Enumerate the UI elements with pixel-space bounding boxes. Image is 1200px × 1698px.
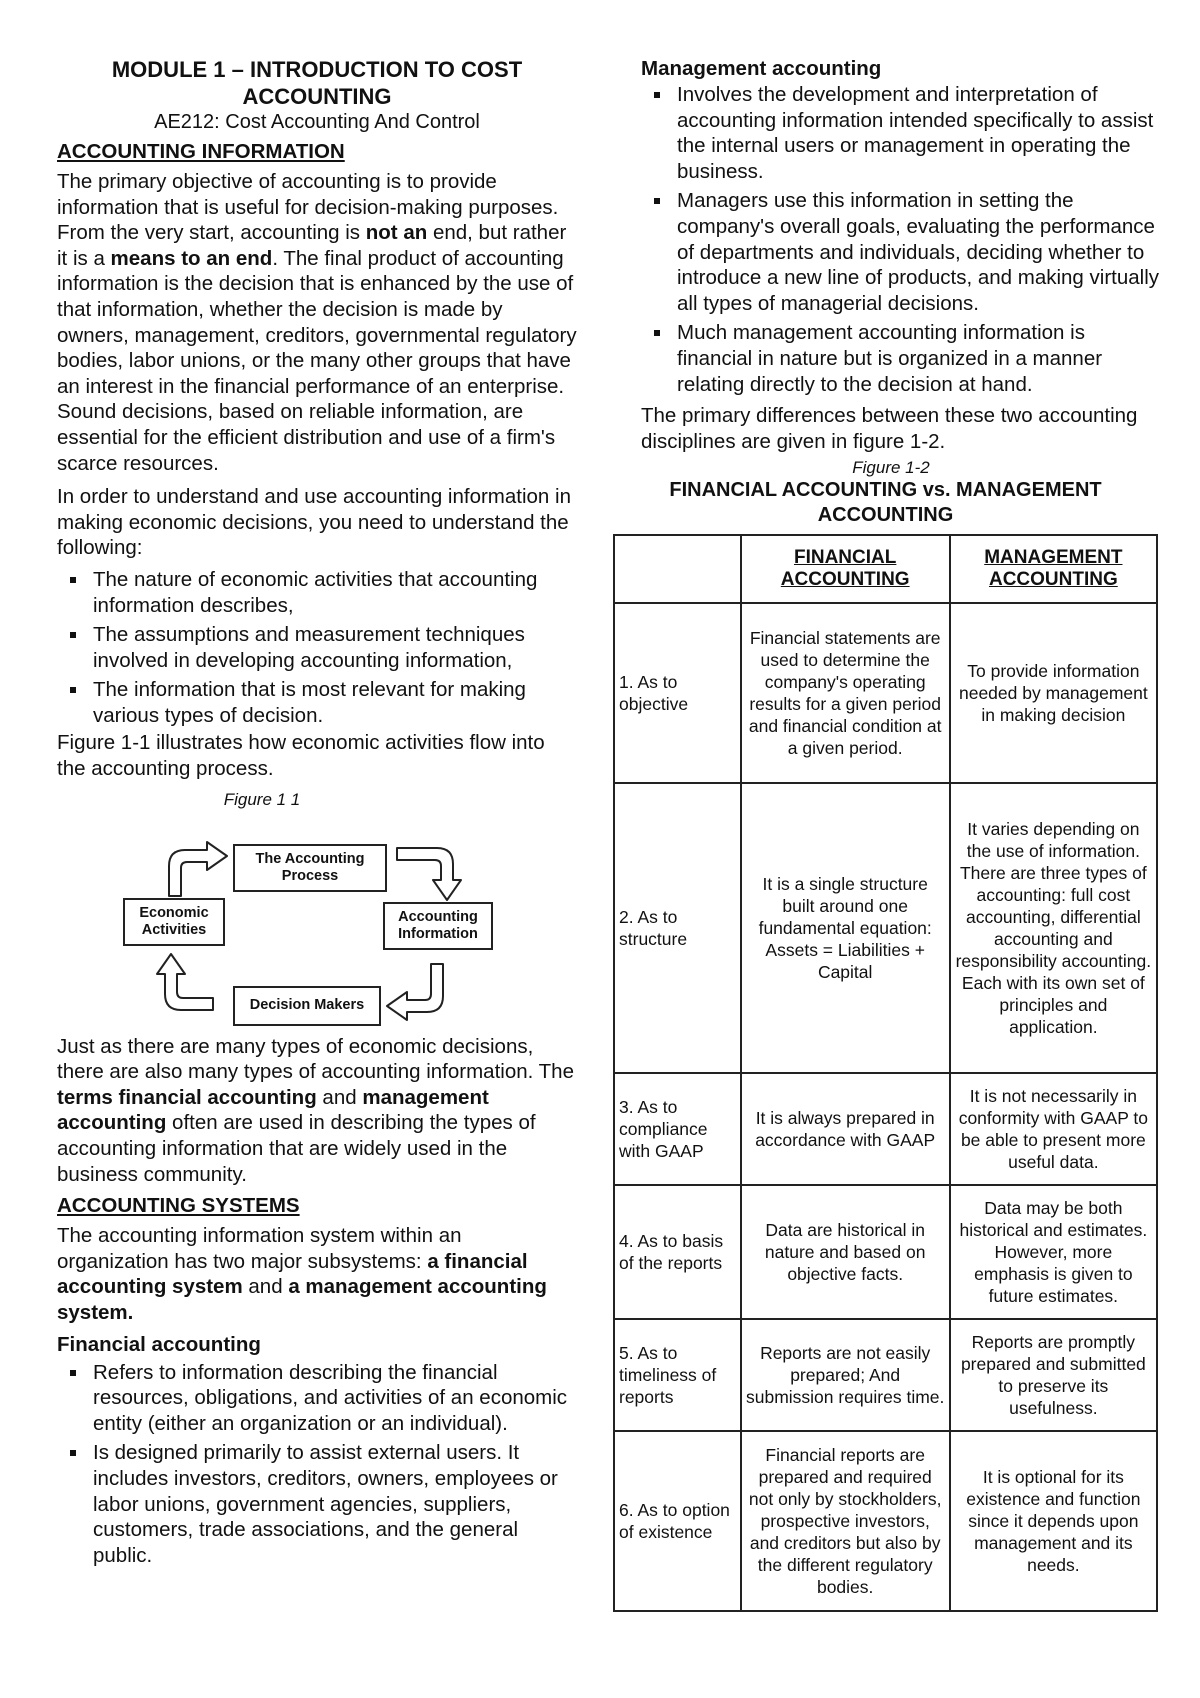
table-cell: 6. As to option of existence (614, 1431, 741, 1611)
list-item: Involves the development and interpretation of accounting information intended specifically to assist the internal users or management in operating the business. (641, 82, 1161, 184)
table-row (614, 1185, 1157, 1319)
comparison-table (613, 534, 1158, 1612)
list-item: Managers use this information in setting the company's overall goals, evaluating the performance of departments and individuals, deciding whether to introduce a new line of products, and making virtually all types of managerial decisions. (641, 188, 1161, 316)
decision-makers-box: Decision Makers (233, 986, 381, 1026)
table-cell: It is optional for its existence and function since it depends upon management and its needs. (950, 1431, 1157, 1611)
figure-2-caption: Figure 1-2 (852, 458, 930, 478)
accounting-information-box: Accounting Information (383, 902, 493, 950)
accounting-process-diagram (57, 814, 577, 1022)
table-cell: Financial statements are used to determine the company's operating results for a given period and financial condition at a given period. (741, 603, 950, 783)
paragraph-figure-intro: Figure 1-1 illustrates how economic activities flow into the accounting process. (57, 731, 545, 781)
financial-accounting-list (57, 1360, 577, 1569)
section-heading-accounting-information: ACCOUNTING INFORMATION (57, 140, 345, 163)
list-item: Is designed primarily to assist external users. It includes investors, creditors, owners, employees or labor unions, government agencies, suppliers, customers, trade associations, and the general public. (57, 1440, 577, 1568)
paragraph-differences: The primary differences between these two accounting disciplines are given in figure 1-2. (641, 404, 1138, 453)
right-column (619, 56, 1161, 1612)
figure-1-caption: Figure 1 1 (223, 789, 301, 809)
table-header-cell (614, 535, 741, 603)
table-header-cell: FINANCIAL ACCOUNTING (741, 535, 950, 603)
table-cell: Data may be both historical and estimates. However, more emphasis is given to future estimates. (950, 1185, 1157, 1319)
list-item: The assumptions and measurement techniques involved in developing accounting information, (57, 622, 577, 673)
paragraph-primary-objective: The primary objective of accounting is to provide information that is useful for decision-making purposes. From the very start, accounting is not an end, but rather it is a means to an end. The final product of accounting information is the decision that is enhanced by the use of that information, whether the decision is made by owners, management, creditors, governmental regulatory bodies, labor unions, or the many other groups that have an interest in the financial performance of an enterprise. Sound decisions, based on reliable information, are essential for the efficient distribution and use of a firm's scarce resources. (57, 170, 577, 475)
list-item: The nature of economic activities that accounting information describes, (57, 567, 577, 618)
subheading-management-accounting: Management accounting (641, 57, 882, 80)
table-row (614, 1431, 1157, 1611)
table-cell: It varies depending on the use of information. There are three types of accounting: full cost accounting, differential accounting and responsibility accounting. Each with its own set of principles and application. (950, 783, 1157, 1073)
table-cell: Reports are promptly prepared and submitted to preserve its usefulness. (950, 1319, 1157, 1431)
list-item: Refers to information describing the financial resources, obligations, and activities of an economic entity (either an organization or an individual). (57, 1360, 577, 1437)
figure-2-title: FINANCIAL ACCOUNTING vs. MANAGEMENT ACCOUNTING (669, 479, 1102, 527)
economic-activities-box: Economic Activities (123, 898, 225, 946)
table-row (614, 783, 1157, 1073)
management-accounting-list (641, 82, 1161, 397)
table-cell: It is a single structure built around one fundamental equation: Assets = Liabilities + Capital (741, 783, 950, 1073)
table-row (614, 1319, 1157, 1431)
table-cell: Reports are not easily prepared; And submission requires time. (741, 1319, 950, 1431)
table-cell: Data are historical in nature and based on objective facts. (741, 1185, 950, 1319)
table-cell: 2. As to structure (614, 783, 741, 1073)
left-column (57, 56, 577, 1572)
understanding-list (57, 567, 577, 729)
paragraph-types: Just as there are many types of economic decisions, there are also many types of accounting information. The terms financial accounting and management accounting often are used in describing the types of accounting information that are widely used in the business community. (57, 1034, 574, 1186)
list-item: The information that is most relevant for making various types of decision. (57, 677, 577, 728)
table-cell: To provide information needed by management in making decision (950, 603, 1157, 783)
paragraph-understand: In order to understand and use accounting information in making economic decisions, you need to understand the following: (57, 485, 571, 560)
table-cell: Financial reports are prepared and required not only by stockholders, prospective investors, and creditors but also by the different regulatory bodies. (741, 1431, 950, 1611)
subheading-financial-accounting: Financial accounting (57, 1332, 261, 1356)
table-cell: 3. As to compliance with GAAP (614, 1073, 741, 1185)
table-row (614, 1073, 1157, 1185)
course-subtitle: AE212: Cost Accounting And Control (154, 111, 480, 133)
list-item: Much management accounting information is financial in nature but is organized in a manner relating directly to the decision at hand. (641, 320, 1161, 397)
paragraph-systems: The accounting information system within an organization has two major subsystems: a financial accounting system and a management accounting system. (57, 1224, 547, 1324)
table-header-cell: MANAGEMENT ACCOUNTING (950, 535, 1157, 603)
section-heading-accounting-systems: ACCOUNTING SYSTEMS (57, 1194, 300, 1218)
table-cell: 5. As to timeliness of reports (614, 1319, 741, 1431)
table-row (614, 603, 1157, 783)
table-cell: It is always prepared in accordance with GAAP (741, 1073, 950, 1185)
table-cell: It is not necessarily in conformity with GAAP to be able to present more useful data. (950, 1073, 1157, 1185)
table-cell: 1. As to objective (614, 603, 741, 783)
table-cell: 4. As to basis of the reports (614, 1185, 741, 1319)
page-title: MODULE 1 – INTRODUCTION TO COST ACCOUNTING (111, 57, 523, 109)
table-header-row (614, 535, 1157, 603)
accounting-process-box: The Accounting Process (233, 844, 387, 892)
